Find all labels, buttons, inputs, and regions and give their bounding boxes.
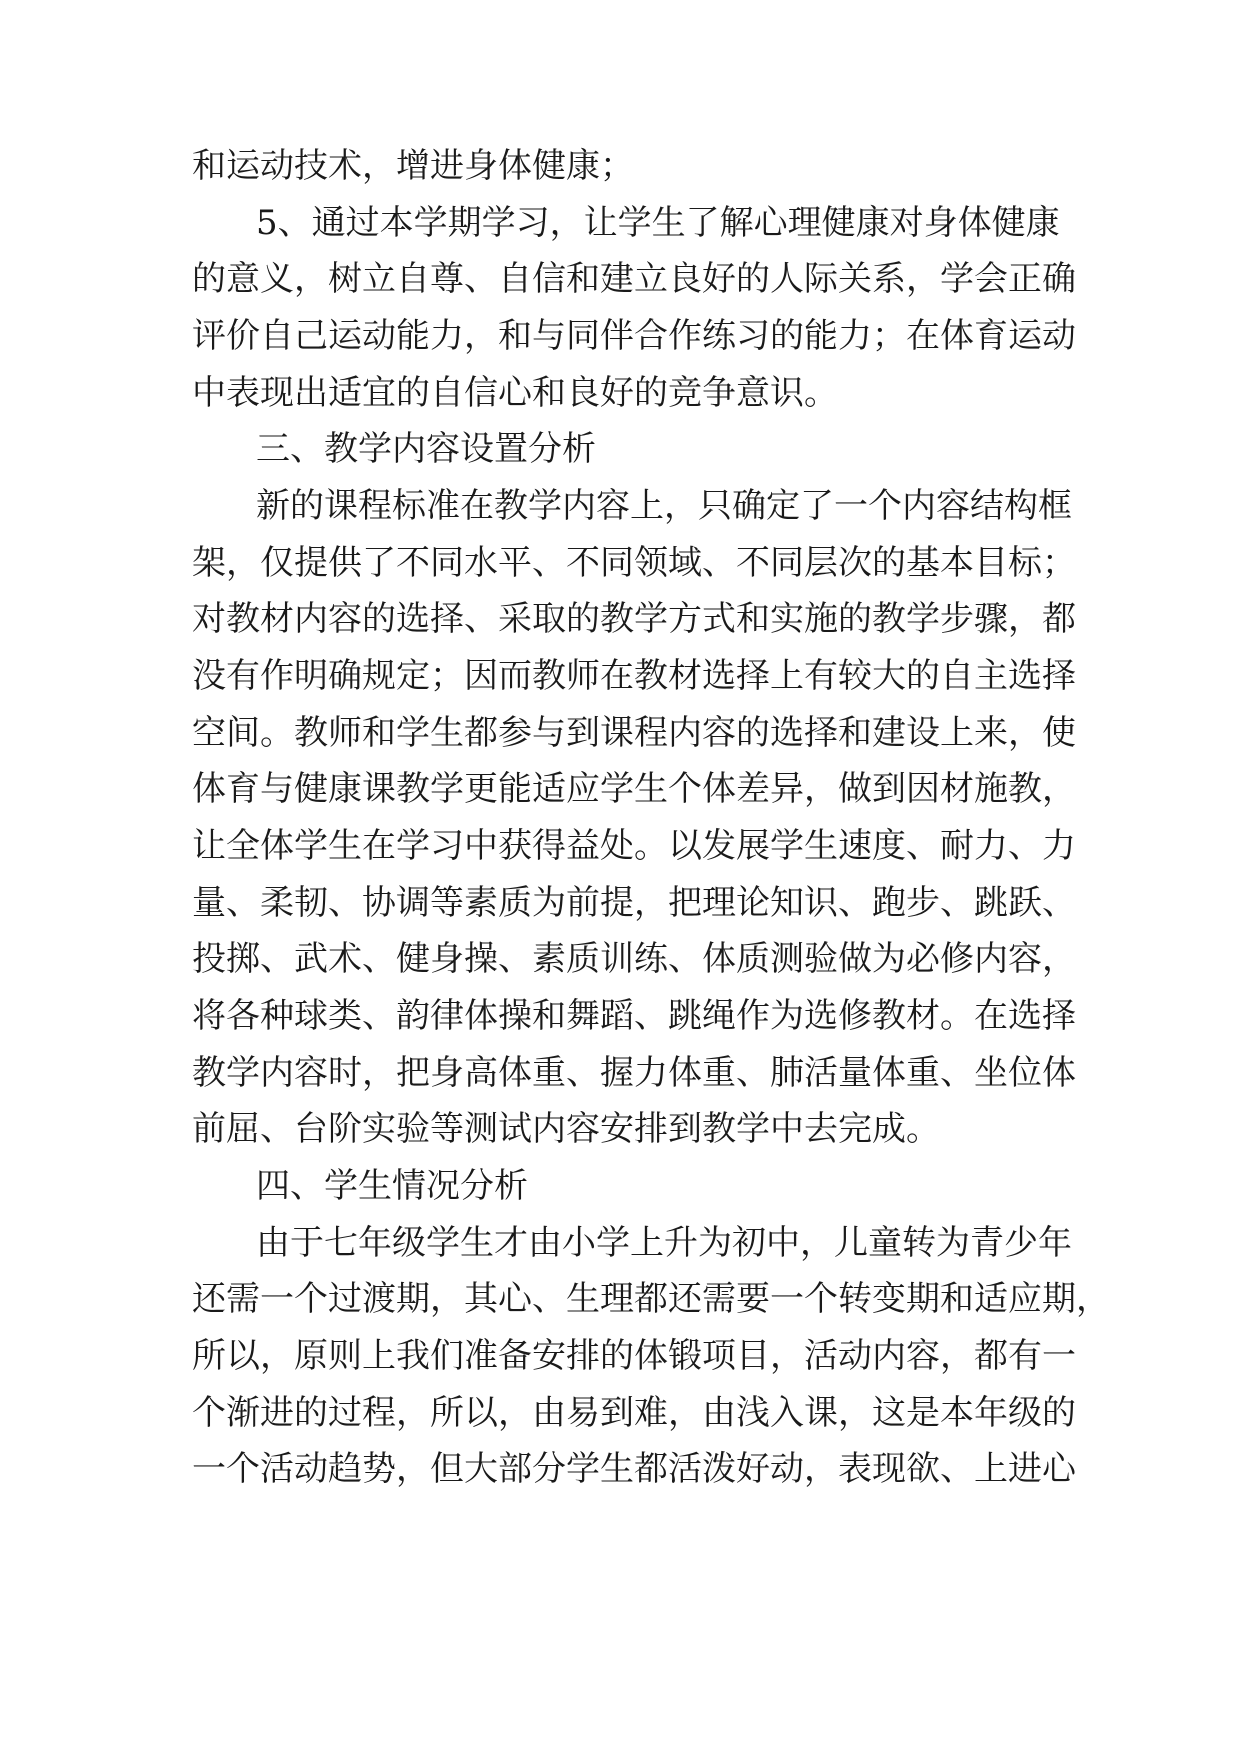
text-line: 空间。教师和学生都参与到课程内容的选择和建设上来，使 bbox=[192, 713, 1076, 753]
text-line: 还需一个过渡期，其心、生理都还需要一个转变期和适应期， bbox=[192, 1279, 1110, 1319]
section-heading: 四、学生情况分析 bbox=[256, 1166, 528, 1206]
text-line: 个渐进的过程，所以，由易到难，由浅入课，这是本年级的 bbox=[192, 1393, 1076, 1433]
text-line: 由于七年级学生才由小学上升为初中，儿童转为青少年 bbox=[256, 1223, 1072, 1263]
text-line: 所以，原则上我们准备安排的体锻项目，活动内容，都有一 bbox=[192, 1336, 1076, 1376]
text-line: 和运动技术，增进身体健康； bbox=[192, 146, 634, 186]
text-line: 前屈、台阶实验等测试内容安排到教学中去完成。 bbox=[192, 1109, 940, 1149]
text-line: 中表现出适宜的自信心和良好的竞争意识。 bbox=[192, 373, 838, 413]
text-line: 体育与健康课教学更能适应学生个体差异，做到因材施教， bbox=[192, 769, 1076, 809]
text-line: 的意义，树立自尊、自信和建立良好的人际关系，学会正确 bbox=[192, 259, 1076, 299]
section-heading: 三、教学内容设置分析 bbox=[256, 429, 596, 469]
text-line: 教学内容时，把身高体重、握力体重、肺活量体重、坐位体 bbox=[192, 1053, 1076, 1093]
text-line: 架，仅提供了不同水平、不同领域、不同层次的基本目标； bbox=[192, 543, 1076, 583]
text-line: 让全体学生在学习中获得益处。以发展学生速度、耐力、力 bbox=[192, 826, 1076, 866]
text-line: 没有作明确规定；因而教师在教材选择上有较大的自主选择 bbox=[192, 656, 1076, 696]
text-line: 5、通过本学期学习，让学生了解心理健康对身体健康 bbox=[256, 203, 1060, 243]
text-line: 量、柔韧、协调等素质为前提，把理论知识、跑步、跳跃、 bbox=[192, 883, 1076, 923]
text-line: 对教材内容的选择、采取的教学方式和实施的教学步骤，都 bbox=[192, 599, 1076, 639]
text-line: 投掷、武术、健身操、素质训练、体质测验做为必修内容， bbox=[192, 939, 1076, 979]
text-line: 将各种球类、韵律体操和舞蹈、跳绳作为选修教材。在选择 bbox=[192, 996, 1076, 1036]
text-line: 一个活动趋势，但大部分学生都活泼好动，表现欲、上进心 bbox=[192, 1449, 1076, 1489]
text-line: 评价自己运动能力，和与同伴合作练习的能力；在体育运动 bbox=[192, 316, 1076, 356]
text-line: 新的课程标准在教学内容上，只确定了一个内容结构框 bbox=[256, 486, 1072, 526]
